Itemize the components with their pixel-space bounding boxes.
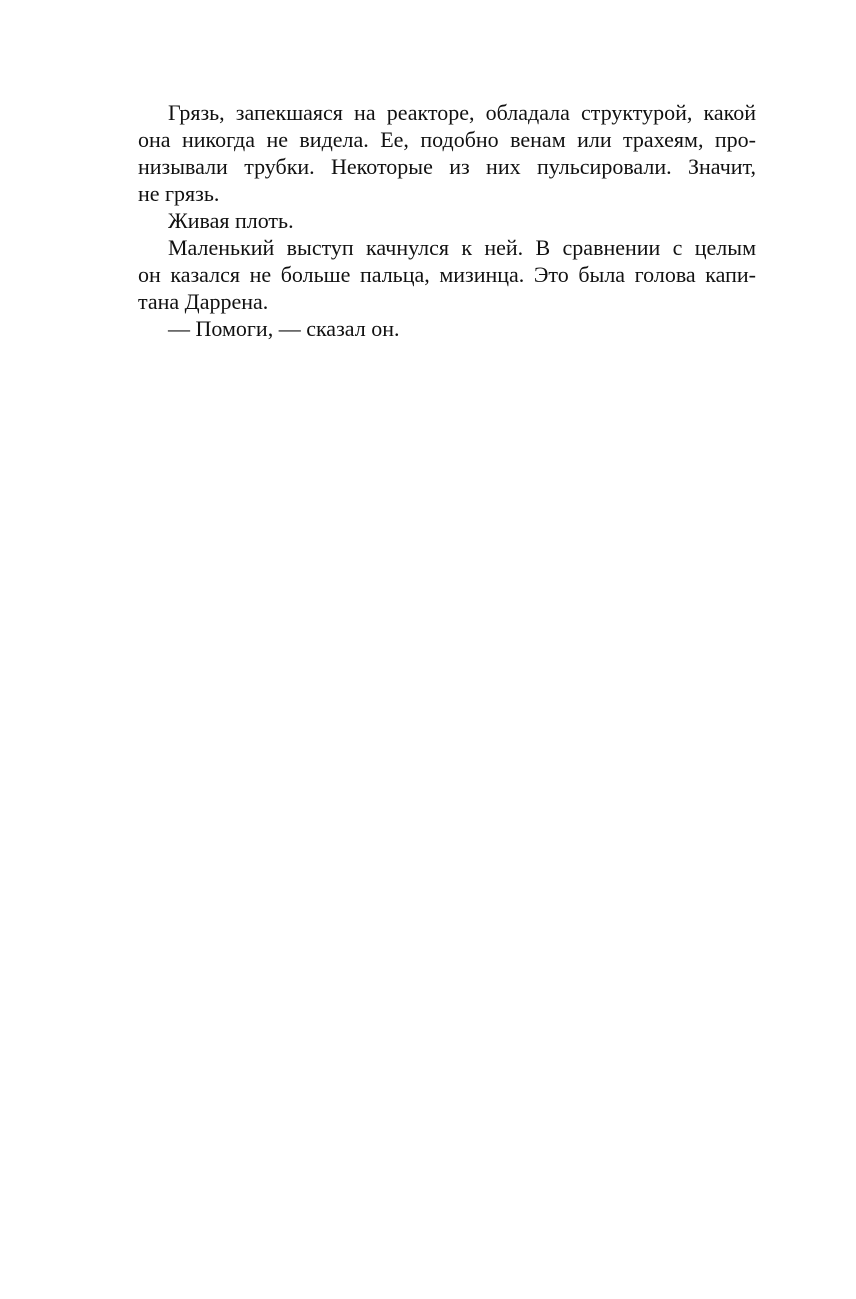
text-line: Маленький выступ качнулся к ней. В сравнении с целым <box>168 235 756 260</box>
text-line: он казался не больше пальца, мизинца. Это была голова капи- <box>138 262 756 287</box>
text-line: она никогда не видела. Ее, подобно венам или трахеям, про- <box>138 127 756 152</box>
text-line: Живая плоть. <box>168 208 294 233</box>
text-line: — Помоги, — сказал он. <box>168 316 400 341</box>
paragraph-2 <box>138 207 756 234</box>
text-line: Грязь, запекшаяся на реакторе, обладала структурой, какой <box>168 100 756 125</box>
text-line: тана Даррена. <box>138 289 269 314</box>
paragraph-1 <box>138 99 756 207</box>
paragraph-3 <box>138 234 756 315</box>
text-line: низывали трубки. Некоторые из них пульсировали. Значит, <box>138 154 756 179</box>
text-line: не грязь. <box>138 181 220 206</box>
body-text <box>138 99 756 342</box>
paragraph-4 <box>138 315 756 342</box>
